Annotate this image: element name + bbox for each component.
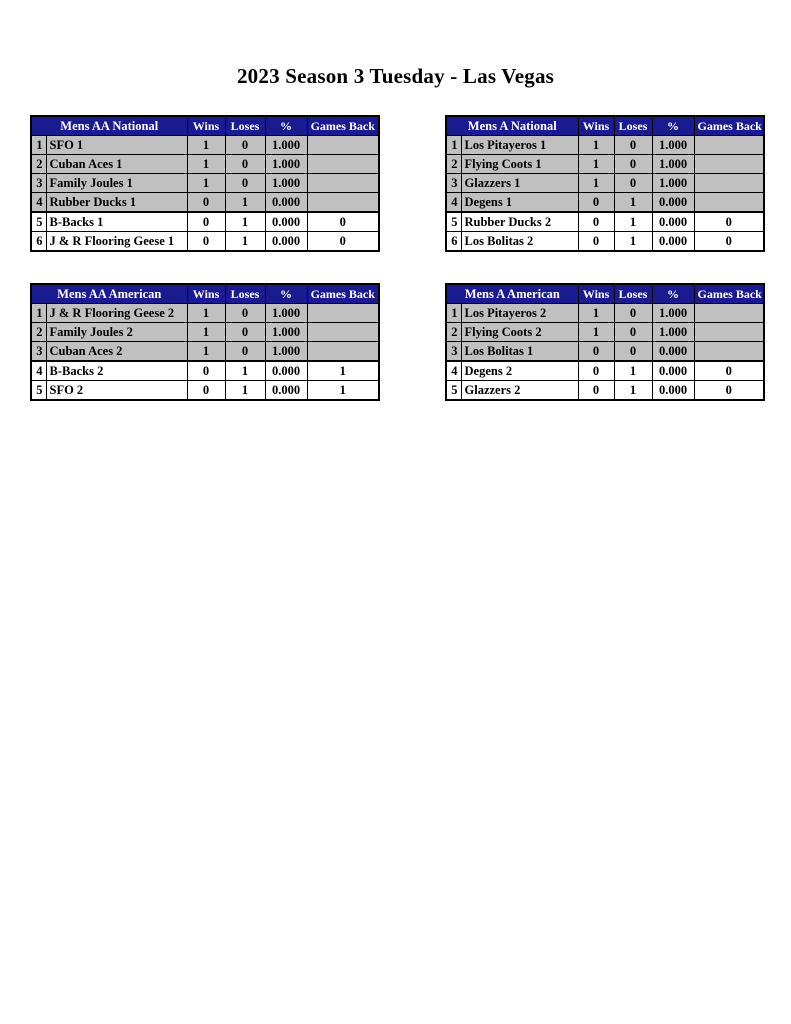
table-row [31,304,379,323]
table-header-row [31,116,379,136]
loses-cell: 1 [225,381,265,401]
wins-cell: 0 [187,212,225,232]
wins-cell: 1 [187,136,225,155]
loses-cell: 1 [225,212,265,232]
table-row [31,136,379,155]
wins-cell: 0 [578,212,614,232]
team-name-cell: B-Backs 1 [46,212,187,232]
table-row [31,155,379,174]
wins-cell: 1 [578,136,614,155]
loses-column-header: Loses [614,116,652,136]
rank-cell: 4 [31,193,46,213]
pct-column-header: % [265,116,307,136]
pct-cell: 0.000 [652,212,694,232]
pct-cell: 1.000 [265,304,307,323]
table-header-row [31,284,379,304]
loses-column-header: Loses [225,116,265,136]
table-row [31,381,379,401]
wins-cell: 1 [187,174,225,193]
games-back-cell: 0 [694,232,764,252]
team-name-cell: Cuban Aces 1 [46,155,187,174]
loses-cell: 0 [614,304,652,323]
loses-cell: 1 [614,212,652,232]
wins-cell: 0 [578,361,614,381]
games-back-cell: 0 [694,381,764,401]
table-header-row [446,284,764,304]
pct-cell: 1.000 [652,304,694,323]
pct-cell: 1.000 [265,136,307,155]
loses-column-header: Loses [614,284,652,304]
pct-column-header: % [265,284,307,304]
table-row [446,193,764,213]
wins-cell: 1 [578,323,614,342]
games-back-cell [307,193,379,213]
pct-cell: 0.000 [265,381,307,401]
pct-column-header: % [652,284,694,304]
table-row [446,212,764,232]
pct-cell: 0.000 [652,342,694,362]
pct-cell: 0.000 [652,381,694,401]
table-row [446,323,764,342]
rank-cell: 4 [31,361,46,381]
games-back-cell [694,323,764,342]
pct-cell: 0.000 [265,193,307,213]
rank-cell: 3 [446,342,461,362]
loses-cell: 0 [225,174,265,193]
table-row [31,193,379,213]
pct-cell: 0.000 [265,232,307,252]
table-row [446,342,764,362]
page-title: 2023 Season 3 Tuesday - Las Vegas [236,64,555,88]
wins-column-header: Wins [187,116,225,136]
wins-cell: 1 [578,304,614,323]
rank-cell: 5 [31,381,46,401]
loses-cell: 0 [614,323,652,342]
wins-cell: 0 [578,193,614,213]
loses-cell: 0 [225,342,265,362]
wins-cell: 1 [187,342,225,362]
rank-cell: 1 [446,136,461,155]
wins-cell: 0 [187,381,225,401]
team-name-cell: Rubber Ducks 1 [46,193,187,213]
team-name-cell: Los Pitayeros 2 [461,304,578,323]
team-name-cell: Glazzers 2 [461,381,578,401]
pct-column-header: % [652,116,694,136]
team-name-cell: Rubber Ducks 2 [461,212,578,232]
team-name-cell: SFO 2 [46,381,187,401]
wins-cell: 0 [578,232,614,252]
rank-cell: 2 [446,155,461,174]
loses-cell: 0 [614,342,652,362]
league-name-header: Mens AA American [31,284,187,304]
pct-cell: 1.000 [265,342,307,362]
rank-cell: 5 [31,212,46,232]
team-name-cell: Los Bolitas 2 [461,232,578,252]
games-back-cell: 0 [307,232,379,252]
table-row [446,361,764,381]
pct-cell: 1.000 [265,155,307,174]
games-back-cell [694,174,764,193]
loses-cell: 0 [225,136,265,155]
loses-cell: 0 [225,323,265,342]
standings-table-mens-aa-american [30,283,380,401]
team-name-cell: Degens 1 [461,193,578,213]
games-back-column-header: Games Back [307,284,379,304]
games-back-cell [694,193,764,213]
pct-cell: 1.000 [652,136,694,155]
table-header-row [446,116,764,136]
games-back-cell [307,136,379,155]
rank-cell: 4 [446,361,461,381]
games-back-cell [694,342,764,362]
standings-table-mens-a-national [445,115,765,252]
games-back-cell [694,136,764,155]
standings-table-mens-aa-national [30,115,380,252]
standings-table-mens-a-american [445,283,765,401]
games-back-cell: 1 [307,361,379,381]
table-row [31,323,379,342]
loses-cell: 0 [614,155,652,174]
pct-cell: 0.000 [652,193,694,213]
rank-cell: 2 [31,155,46,174]
wins-cell: 1 [187,155,225,174]
rank-cell: 2 [446,323,461,342]
rank-cell: 1 [31,136,46,155]
games-back-cell: 0 [694,361,764,381]
wins-column-header: Wins [578,284,614,304]
wins-column-header: Wins [578,116,614,136]
team-name-cell: Flying Coots 1 [461,155,578,174]
table-row [446,381,764,401]
team-name-cell: Cuban Aces 2 [46,342,187,362]
team-name-cell: Family Joules 1 [46,174,187,193]
rank-cell: 1 [446,304,461,323]
table-row [31,174,379,193]
games-back-column-header: Games Back [694,284,764,304]
table-row [31,342,379,362]
loses-cell: 1 [614,381,652,401]
games-back-column-header: Games Back [694,116,764,136]
pct-cell: 1.000 [265,323,307,342]
wins-cell: 0 [578,342,614,362]
pct-cell: 1.000 [652,155,694,174]
wins-cell: 0 [187,361,225,381]
loses-cell: 0 [614,174,652,193]
table-row [446,155,764,174]
league-name-header: Mens A National [446,116,578,136]
loses-cell: 1 [614,361,652,381]
rank-cell: 1 [31,304,46,323]
table-row [31,232,379,252]
rank-cell: 5 [446,381,461,401]
games-back-column-header: Games Back [307,116,379,136]
loses-cell: 1 [614,193,652,213]
pct-cell: 1.000 [652,174,694,193]
table-row [446,232,764,252]
team-name-cell: B-Backs 2 [46,361,187,381]
loses-cell: 1 [225,193,265,213]
league-name-header: Mens A American [446,284,578,304]
wins-cell: 1 [187,304,225,323]
games-back-cell [307,323,379,342]
loses-cell: 1 [225,232,265,252]
rank-cell: 6 [446,232,461,252]
games-back-cell: 1 [307,381,379,401]
table-row [446,304,764,323]
table-row [446,174,764,193]
wins-cell: 1 [187,323,225,342]
rank-cell: 3 [31,342,46,362]
pct-cell: 0.000 [652,232,694,252]
team-name-cell: Los Pitayeros 1 [461,136,578,155]
loses-cell: 0 [225,155,265,174]
wins-cell: 0 [187,232,225,252]
rank-cell: 3 [446,174,461,193]
loses-cell: 1 [225,361,265,381]
rank-cell: 2 [31,323,46,342]
rank-cell: 5 [446,212,461,232]
rank-cell: 6 [31,232,46,252]
team-name-cell: J & R Flooring Geese 1 [46,232,187,252]
pct-cell: 0.000 [265,212,307,232]
pct-cell: 0.000 [652,361,694,381]
rank-cell: 4 [446,193,461,213]
loses-cell: 0 [225,304,265,323]
games-back-cell [307,155,379,174]
team-name-cell: Degens 2 [461,361,578,381]
games-back-cell [694,304,764,323]
team-name-cell: Los Bolitas 1 [461,342,578,362]
table-row [31,361,379,381]
table-row [446,136,764,155]
team-name-cell: J & R Flooring Geese 2 [46,304,187,323]
loses-cell: 1 [614,232,652,252]
team-name-cell: SFO 1 [46,136,187,155]
team-name-cell: Glazzers 1 [461,174,578,193]
team-name-cell: Family Joules 2 [46,323,187,342]
wins-cell: 1 [578,174,614,193]
games-back-cell: 0 [307,212,379,232]
wins-cell: 1 [578,155,614,174]
games-back-cell [307,174,379,193]
wins-cell: 0 [578,381,614,401]
loses-cell: 0 [614,136,652,155]
wins-column-header: Wins [187,284,225,304]
wins-cell: 0 [187,193,225,213]
loses-column-header: Loses [225,284,265,304]
games-back-cell [307,342,379,362]
games-back-cell [307,304,379,323]
table-row [31,212,379,232]
rank-cell: 3 [31,174,46,193]
games-back-cell [694,155,764,174]
pct-cell: 1.000 [265,174,307,193]
team-name-cell: Flying Coots 2 [461,323,578,342]
pct-cell: 0.000 [265,361,307,381]
league-name-header: Mens AA National [31,116,187,136]
pct-cell: 1.000 [652,323,694,342]
games-back-cell: 0 [694,212,764,232]
